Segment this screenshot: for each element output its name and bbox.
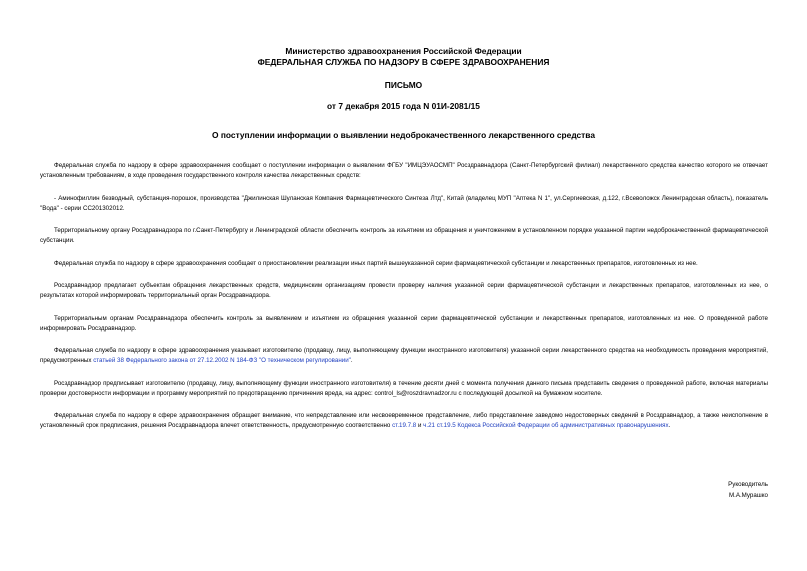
paragraph-4: Федеральная служба по надзору в сфере здравоохранения сообщает о приостановлении реализации иных партий вышеуказанной серии фармацевтической субстанции и лекарственных препаратов, изготовленных из нее. — [54, 259, 698, 267]
signatory-name: М.А.Мурашко — [728, 492, 768, 499]
paragraph-3: Территориальному органу Росздравнадзора по г.Санкт-Петербургу и Ленинградской области обеспечить контроль за изъятием из обращения и уничтожением в установленном порядке указанной партии недоброкачественной фармацевтической субстанции. — [40, 227, 768, 244]
document-title: О поступлении информации о выявлении недоброкачественного лекарственного средства — [212, 130, 595, 140]
paragraph-2: - Аминофиллин безводный, субстанция-порошок, производства "Джилинская Шуланская Компания Фармацевтического Синтеза Лтд", Китай (владелец МУП "Аптека N 1", ул.Сергиевская, д.122, г.Всеволожск Ленинградская область), показатель "Вода" - серии СС201302012. — [40, 194, 768, 212]
signatory-position: Руководитель — [728, 481, 768, 488]
paragraph-8: Росздравнадзор предписывает изготовителю (продавцу, лицу, выполняющему функции иностранного изготовителя) в течение десяти дней с момента получения данного письма представить сведения о проведенной работе, включая материалы проверки достоверности информации и программу мероприятий по предотвращению причинения вреда, на адрес: control_ls@roszdravnadzor.ru с последующей досылкой на бумажном носителе. — [40, 379, 768, 397]
document-date-number: от 7 декабря 2015 года N 01И-2081/15 — [327, 101, 480, 111]
service-name: ФЕДЕРАЛЬНАЯ СЛУЖБА ПО НАДЗОРУ В СФЕРЕ ЗДРАВООХРАНЕНИЯ — [257, 57, 550, 67]
paragraph-9-text: Федеральная служба по надзору в сфере здравоохранения обращает внимание, что непредставление или несвоевременное представление, либо представление заведомо недостоверных сведений в Росздравнадзор, а также неисполнение в установленный срок предписания, решения Росздравнадзора влечет ответственность, предусмотренную соответственно — [40, 412, 768, 429]
paragraph-7-end: . — [350, 357, 353, 364]
document-body — [40, 161, 768, 444]
administrative-code-link[interactable]: ч.21 ст.19.5 Кодекса Российской Федерации об административных правонарушениях — [423, 422, 669, 429]
article-19-7-8-link[interactable]: ст.19.7.8 — [392, 422, 417, 429]
paragraph-7 — [40, 346, 768, 366]
paragraph-5: Росздравнадзор предлагает субъектам обращения лекарственных средств, медицинским организациям провести проверку наличия указанной серии фармацевтической субстанции и лекарственных препаратов, изготовленных из нее, о результатах которой информировать территориальный орган Росздравнадзора. — [40, 282, 768, 299]
document-type: ПИСЬМО — [384, 80, 423, 90]
paragraph-9-end: . — [668, 422, 671, 429]
paragraph-1: Федеральная служба по надзору в сфере здравоохранения сообщает о поступлении информации о выявлении ФГБУ "ИМЦЭУАОСМП" Росздравнадзора (Санкт-Петербургский филиал) лекарственного средства качество которого не отвечает установленным требованиям, в ходе проведения государственного контроля качества лекарственных средств: — [40, 162, 768, 179]
paragraph-9 — [40, 411, 768, 431]
paragraph-7-text: Федеральная служба по надзору в сфере здравоохранения указывает изготовителю (продавцу, лицу, выполняющему функции иностранного изготовителя) указанной серии лекарственного средства на необходимость проведения мероприятий, предусмотренных — [40, 347, 768, 364]
law-article-38-link[interactable]: статьей 38 Федерального закона от 27.12.2002 N 184-ФЗ "О техническом регулировании" — [93, 357, 351, 364]
paragraph-9-conjunction: и — [416, 422, 424, 429]
paragraph-6: Территориальным органам Росздравнадзора обеспечить контроль за выявлением и изъятием из обращения указанной серии фармацевтической субстанции и лекарственных препаратов, изготовленных из нее. О проведенной работе информировать Росздравнадзор. — [40, 314, 768, 332]
ministry-name: Министерство здравоохранения Российской Федерации — [285, 46, 522, 56]
